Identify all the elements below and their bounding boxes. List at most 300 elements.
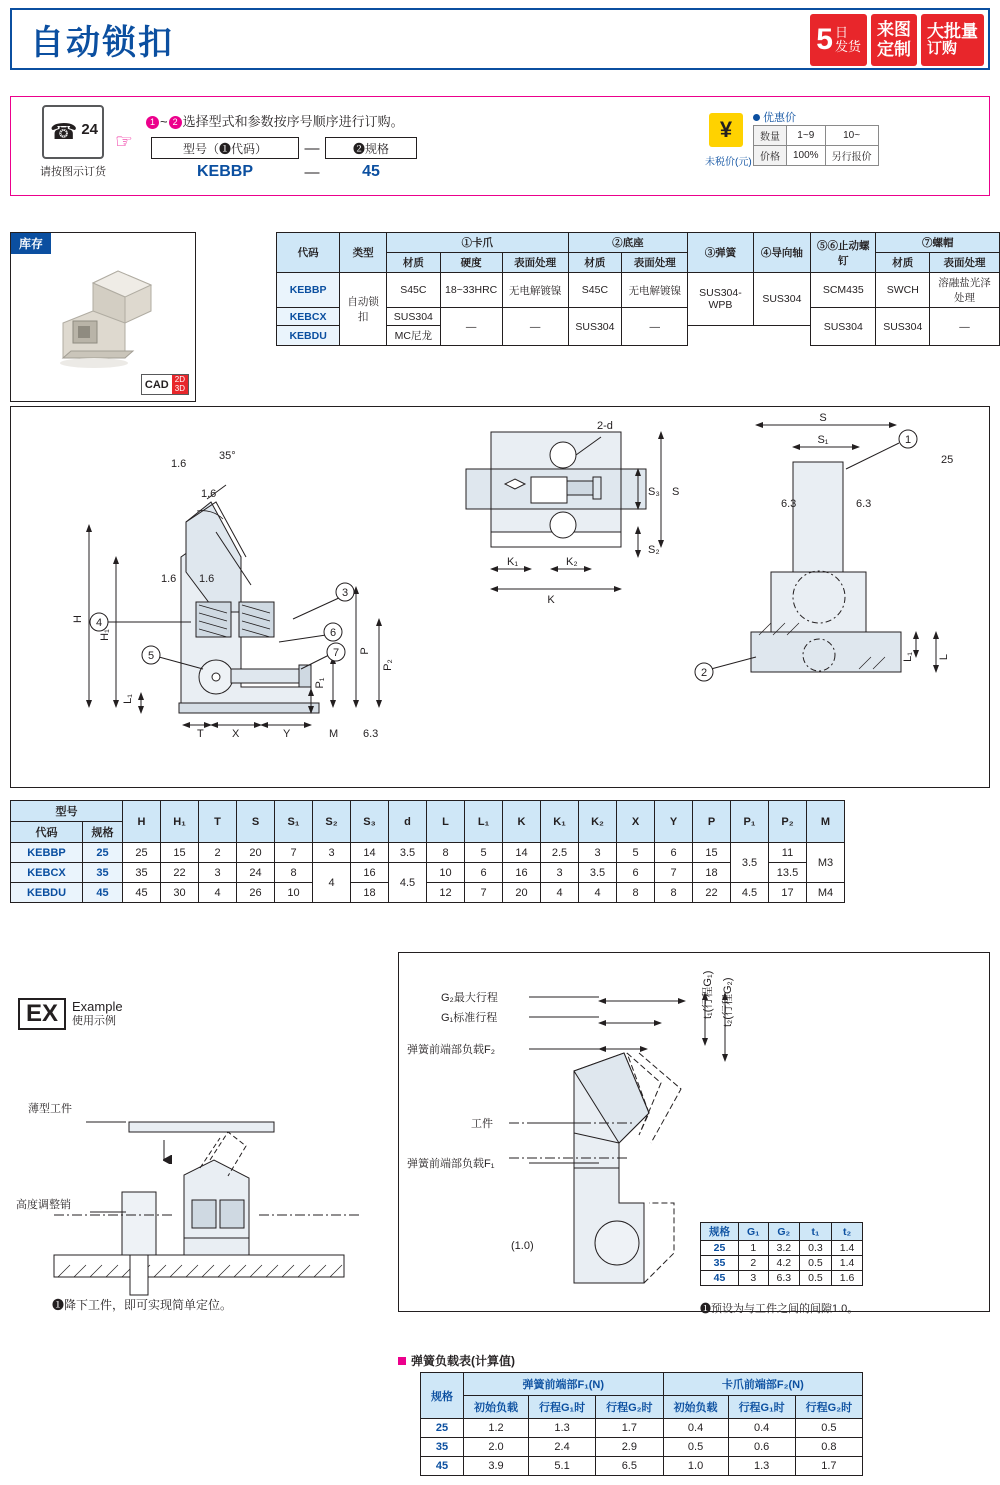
order-code-row: [151, 137, 417, 159]
price-qty-c1: 1~9: [787, 126, 826, 146]
svg-text:1.6: 1.6: [201, 488, 217, 500]
svg-text:2-d: 2-d: [597, 420, 613, 432]
dim-r0-L: 8: [427, 843, 465, 863]
header-badges: [810, 14, 984, 66]
model-code-box[interactable]: [151, 137, 299, 159]
mat-spring-val: SUS304-WPB: [688, 273, 753, 326]
gtable-r1-t1: 0.5: [800, 1256, 832, 1271]
mat-sub-2: 表面处理: [502, 253, 568, 273]
mat-r1-c0: SUS304: [387, 308, 441, 326]
dim-r1-Y: 7: [655, 863, 693, 883]
dimension-table-wrap: [10, 800, 845, 903]
dim-th-P: P: [693, 801, 731, 843]
dim-r1-P2: 13.5: [769, 863, 807, 883]
gtable-r1-t2: 1.4: [831, 1256, 863, 1271]
svg-text:M: M: [329, 728, 339, 740]
dim-th-P1: P₁: [731, 801, 769, 843]
order-instruction-text: 1 ~ 2 选择型式和参数按序号顺序进行订购。: [145, 111, 404, 130]
dim-r1-K1: 3: [541, 863, 579, 883]
load-r1-v4: 0.6: [728, 1438, 795, 1457]
dim-spec-0: 25: [83, 843, 123, 863]
cad-label: CAD: [144, 378, 169, 391]
svg-text:1.6: 1.6: [171, 458, 187, 470]
load-sub-4: 行程G₁时: [728, 1396, 795, 1419]
mat-type: 自动锁扣: [340, 273, 387, 346]
mat-code-2: KEBDU: [277, 326, 340, 346]
mat-th-setscrew: [811, 233, 876, 273]
material-table-wrap: [276, 232, 1000, 346]
svg-text:2: 2: [700, 667, 708, 679]
dim-r0-K2: 3: [579, 843, 617, 863]
stroke-diagram-box: [398, 952, 990, 1312]
dim-r2-H1: 30: [161, 883, 199, 903]
example-caption: ❶降下工件，即可实现简单定位。: [52, 1298, 233, 1312]
dim-r2-M: M4: [807, 883, 845, 903]
dim-code-1: KEBCX: [11, 863, 83, 883]
dim-r0-X: 5: [617, 843, 655, 863]
load-sub-3: 初始负载: [663, 1396, 728, 1419]
mat-sub-9: 表面处理: [930, 253, 1000, 273]
dim-th-K2: K₂: [579, 801, 617, 843]
model-code-label: 型号（❶代码）: [182, 141, 267, 156]
mat-r1-c9: —: [930, 308, 1000, 346]
dim-r0-Y: 6: [655, 843, 693, 863]
dim-r0-P1: 3.5: [731, 843, 769, 883]
dim-r2-P2: 17: [769, 883, 807, 903]
pointing-hand-icon: ☞: [115, 131, 133, 153]
dim-r0-S: 20: [237, 843, 275, 863]
gtable-header-row: [701, 1223, 863, 1241]
dim-th-Y: Y: [655, 801, 693, 843]
badge-custom-drawing: [871, 14, 917, 66]
load-r2-v5: 1.7: [795, 1457, 862, 1476]
gtable-spec-2: 45: [701, 1271, 739, 1286]
ex-label-workpiece: 薄型工件: [28, 1103, 72, 1115]
ex-label-pin: 高度调整销: [16, 1199, 71, 1211]
mat-th-shaft: [753, 233, 811, 273]
dim-r0-H: 25: [123, 843, 161, 863]
mat-th-shaft-text: ④导向轴: [760, 247, 803, 259]
dim-r0-T: 2: [199, 843, 237, 863]
load-r1-v5: 0.8: [795, 1438, 862, 1457]
cad-3d: 3D: [174, 383, 185, 393]
badge-ship-5day: [810, 14, 867, 66]
dim-th-L1: L₁: [465, 801, 503, 843]
dim-r0-L1: 5: [465, 843, 503, 863]
dim-th-P2: P₂: [769, 801, 807, 843]
drawing-svg: [11, 407, 989, 787]
svg-text:1.6: 1.6: [199, 573, 215, 585]
dim-r2-S1: 10: [275, 883, 313, 903]
svg-text:7: 7: [332, 647, 340, 659]
material-group-header-row: [277, 233, 1000, 253]
diag-label-work: 工件: [471, 1118, 493, 1130]
cad-dimensions-label: [172, 375, 188, 394]
dim-th-S1: S₁: [275, 801, 313, 843]
svg-text:L: L: [938, 653, 950, 661]
load-r0-v0: 1.2: [464, 1419, 529, 1438]
dim-spec-1: 35: [83, 863, 123, 883]
mat-r0-c4: 无电解镀镍: [622, 273, 688, 308]
gtable-row-45: [701, 1271, 863, 1286]
load-spec-2: 45: [421, 1457, 464, 1476]
dim-th-S3: S₃: [351, 801, 389, 843]
load-r2-v2: 6.5: [596, 1457, 663, 1476]
load-r2-v3: 1.0: [663, 1457, 728, 1476]
dim-th-H: H: [123, 801, 161, 843]
load-r0-v4: 0.4: [728, 1419, 795, 1438]
mat-r1-c2: —: [502, 308, 568, 346]
material-row-kebbp: [277, 273, 1000, 308]
svg-text:1: 1: [904, 434, 912, 446]
product-photo: [33, 263, 183, 373]
dim-th-model: 型号: [11, 801, 123, 822]
code-value-dash: —: [304, 163, 320, 181]
mat-r0-c3: S45C: [568, 273, 622, 308]
gtable-r1-g1: 2: [739, 1256, 769, 1271]
dim-th-spec: 规格: [83, 822, 123, 843]
svg-text:6.3: 6.3: [781, 498, 797, 510]
model-code-value: KEBBP: [196, 163, 253, 180]
spec-code-label: ❷规格: [352, 141, 389, 156]
badge-bulk-order: [921, 14, 984, 66]
mat-code-0: KEBBP: [277, 273, 340, 308]
svg-text:6.3: 6.3: [363, 728, 379, 740]
svg-text:H: H: [72, 615, 84, 623]
dim-th-S: S: [237, 801, 275, 843]
dim-th-d: d: [389, 801, 427, 843]
price-row-price: [754, 146, 879, 166]
bullet-dot-icon: [753, 114, 760, 121]
svg-text:5: 5: [147, 650, 155, 662]
gtable-r0-g2: 3.2: [768, 1241, 800, 1256]
dim-r2-L1: 7: [465, 883, 503, 903]
badge-custom-line1: 来图: [877, 20, 911, 40]
spec-code-box[interactable]: [325, 137, 417, 159]
dim-r1-d: 4.5: [389, 863, 427, 903]
diag-label-g1: G₁标准行程: [441, 1012, 498, 1024]
dim-r2-H: 45: [123, 883, 161, 903]
gtable-spec-1: 35: [701, 1256, 739, 1271]
load-r1-v0: 2.0: [464, 1438, 529, 1457]
diag-label-f1: 弹簧前端部负载F₁: [407, 1158, 495, 1170]
dim-code-0: KEBBP: [11, 843, 83, 863]
dim-r2-Y: 8: [655, 883, 693, 903]
badge-bulk-line1: 大批量: [927, 22, 978, 42]
gtable-th-g2: G₂: [768, 1223, 800, 1241]
diag-label-f2: 弹簧前端部负载F₂: [407, 1044, 495, 1056]
square-bullet-icon: [398, 1357, 406, 1365]
price-qty-c2: 10~: [825, 126, 878, 146]
dimension-table: [10, 800, 845, 903]
example-english-label: Example: [72, 999, 123, 1015]
load-header-row-2: [421, 1396, 863, 1419]
gtable-row-25: [701, 1241, 863, 1256]
mat-sub-8: 材质: [876, 253, 930, 273]
cad-2d: 2D: [174, 375, 185, 385]
dim-r0-K1: 2.5: [541, 843, 579, 863]
load-sub-5: 行程G₂时: [795, 1396, 862, 1419]
mat-sub-4: 表面处理: [622, 253, 688, 273]
diag-label-t1: t₁(行程G₁): [702, 970, 714, 1019]
svg-text:K: K: [547, 594, 555, 606]
dim-r0-S1: 7: [275, 843, 313, 863]
mat-r0-c9: 溶融盐光泽处理: [930, 273, 1000, 308]
svg-text:H₁: H₁: [99, 629, 111, 641]
dim-r2-K2: 4: [579, 883, 617, 903]
svg-text:3: 3: [341, 587, 349, 599]
dim-row-45: [11, 883, 845, 903]
mat-th-base: ②底座: [568, 233, 688, 253]
dim-r1-P: 18: [693, 863, 731, 883]
load-r0-v1: 1.3: [529, 1419, 596, 1438]
code-dash: —: [304, 139, 320, 157]
mat-shaft-val: SUS304: [753, 273, 811, 326]
price-note: 未税价(元): [705, 157, 752, 168]
price-price-label: 价格: [754, 146, 787, 166]
gtable-r2-g1: 3: [739, 1271, 769, 1286]
dim-th-code: 代码: [11, 822, 83, 843]
stock-tag: 库存: [11, 233, 51, 254]
gtable-r0-g1: 1: [739, 1241, 769, 1256]
stock-photo-box: [10, 232, 196, 402]
load-row-35: [421, 1438, 863, 1457]
dim-r0-M: M3: [807, 843, 845, 883]
example-drawing: [14, 1060, 384, 1310]
dim-row-35: [11, 863, 845, 883]
order-phone-icon-block: [27, 105, 119, 187]
svg-text:P₁: P₁: [314, 677, 326, 689]
price-block: [705, 107, 979, 187]
dim-th-K1: K₁: [541, 801, 579, 843]
order-instruction-bar: [10, 96, 990, 196]
load-r2-v1: 5.1: [529, 1457, 596, 1476]
badge-5day-number: 5: [816, 23, 833, 57]
dim-r2-S3: 18: [351, 883, 389, 903]
dim-th-L: L: [427, 801, 465, 843]
mat-sub-1: 硬度: [440, 253, 502, 273]
dim-r2-L: 12: [427, 883, 465, 903]
svg-text:P₂: P₂: [382, 659, 394, 671]
mat-th-claw: ①卡爪: [387, 233, 569, 253]
gtable-spec-0: 25: [701, 1241, 739, 1256]
dim-r1-S: 24: [237, 863, 275, 883]
mat-r1-c8: SUS304: [876, 308, 930, 346]
gtable-r2-t2: 1.6: [831, 1271, 863, 1286]
spec-code-value: 45: [362, 163, 380, 180]
dim-r1-X: 6: [617, 863, 655, 883]
load-spec-1: 35: [421, 1438, 464, 1457]
svg-text:4: 4: [95, 617, 103, 629]
dim-r0-H1: 15: [161, 843, 199, 863]
badge-5day-line1: 日: [834, 24, 848, 40]
dim-header-row-1: [11, 801, 845, 822]
stroke-diagram: [399, 953, 989, 1311]
mat-r0-c0: S45C: [387, 273, 441, 308]
spring-load-table: [420, 1372, 863, 1476]
load-r1-v1: 2.4: [529, 1438, 596, 1457]
load-r0-v2: 1.7: [596, 1419, 663, 1438]
dim-spec-2: 45: [83, 883, 123, 903]
dim-r1-L: 10: [427, 863, 465, 883]
price-table: [753, 125, 879, 166]
dim-r0-S2: 3: [313, 843, 351, 863]
load-r0-v5: 0.5: [795, 1419, 862, 1438]
example-badge-text: [72, 999, 123, 1028]
load-table-title-text: 弹簧负载表(计算值): [411, 1354, 515, 1368]
price-price-c1: 100%: [787, 146, 826, 166]
load-th-spec: 规格: [421, 1373, 464, 1419]
mat-r1-c3: SUS304: [568, 308, 622, 346]
dim-r2-S: 26: [237, 883, 275, 903]
mat-r2-c0: MC尼龙: [387, 326, 441, 346]
order-instruction-label: 选择型式和参数按序号顺序进行订购。: [182, 114, 404, 129]
gtable-row-35: [701, 1256, 863, 1271]
load-r1-v3: 0.5: [663, 1438, 728, 1457]
mat-r0-c2: 无电解镀镍: [502, 273, 568, 308]
gtable-r0-t1: 0.3: [800, 1241, 832, 1256]
dim-r1-S1: 8: [275, 863, 313, 883]
gtable-th-t1: t₁: [800, 1223, 832, 1241]
svg-text:35°: 35°: [219, 450, 236, 462]
load-spec-0: 25: [421, 1419, 464, 1438]
svg-text:L₁: L₁: [902, 652, 914, 662]
svg-text:K₁: K₁: [507, 556, 519, 568]
dim-r1-H: 35: [123, 863, 161, 883]
dim-code-2: KEBDU: [11, 883, 83, 903]
price-qty-label: 数量: [754, 126, 787, 146]
price-title: [753, 109, 796, 125]
dim-r1-K2: 3.5: [579, 863, 617, 883]
phone-24h-label: 24: [81, 121, 98, 138]
load-r0-v3: 0.4: [663, 1419, 728, 1438]
mat-sub-0: 材质: [387, 253, 441, 273]
dim-r2-K: 20: [503, 883, 541, 903]
phone-icon: ☎ 24: [42, 105, 104, 159]
dim-r0-S3: 14: [351, 843, 389, 863]
mat-r1-c4: —: [622, 308, 688, 346]
mat-sub-3: 材质: [568, 253, 622, 273]
svg-text:K₂: K₂: [566, 556, 578, 568]
gtable-th-g1: G₁: [739, 1223, 769, 1241]
load-sub-1: 行程G₁时: [529, 1396, 596, 1419]
dim-th-H1: H₁: [161, 801, 199, 843]
mat-r0-c7: SCM435: [811, 273, 876, 308]
dim-r0-K: 14: [503, 843, 541, 863]
price-row-qty: [754, 126, 879, 146]
mat-r0-c1: 18~33HRC: [440, 273, 502, 308]
material-table: [276, 232, 1000, 346]
diag-label-g2: G₂最大行程: [441, 992, 498, 1004]
load-row-25: [421, 1419, 863, 1438]
load-r2-v4: 1.3: [728, 1457, 795, 1476]
dim-r0-P2: 11: [769, 843, 807, 863]
order-code-values: [151, 163, 417, 181]
gtable-r2-g2: 6.3: [768, 1271, 800, 1286]
step-1-badge: 1: [146, 116, 159, 129]
svg-text:S₃: S₃: [648, 486, 660, 498]
dim-r2-P1: 4.5: [731, 883, 769, 903]
example-cn-label: 使用示例: [72, 1015, 117, 1027]
svg-text:X: X: [232, 728, 240, 740]
dim-th-M: M: [807, 801, 845, 843]
dim-th-S2: S₂: [313, 801, 351, 843]
stroke-table: [700, 1222, 863, 1286]
phone-caption: 请按图示订货: [40, 166, 106, 178]
mat-r1-c1: —: [440, 308, 502, 346]
price-title-text: 优惠价: [763, 112, 796, 124]
load-sub-0: 初始负载: [464, 1396, 529, 1419]
mat-code-1: KEBCX: [277, 308, 340, 326]
svg-text:S₂: S₂: [648, 544, 660, 556]
svg-text:S: S: [672, 486, 680, 498]
badge-custom-line2: 定制: [877, 40, 911, 59]
load-th-group1: 弹簧前端部F₁(N): [464, 1373, 664, 1396]
dim-r2-T: 4: [199, 883, 237, 903]
cad-badge[interactable]: [141, 374, 189, 395]
mat-th-setscrew-text: ⑤⑥止动螺钉: [817, 239, 870, 267]
price-price-c2: 另行报价: [825, 146, 878, 166]
svg-text:25: 25: [941, 454, 954, 466]
mat-r1-c7: SUS304: [811, 308, 876, 346]
dim-row-25: [11, 843, 845, 863]
mat-th-type: 类型: [340, 233, 387, 273]
gtable-th-spec: 规格: [701, 1223, 739, 1241]
load-sub-2: 行程G₂时: [596, 1396, 663, 1419]
diag-label-gap: (1.0): [511, 1240, 534, 1252]
page-header: [10, 8, 990, 70]
svg-text:6.3: 6.3: [856, 498, 872, 510]
mat-th-spring: [688, 233, 753, 273]
dim-r1-H1: 22: [161, 863, 199, 883]
dim-r0-d: 3.5: [389, 843, 427, 863]
yen-icon: ¥: [709, 113, 743, 147]
badge-bulk-line2: 订购: [927, 40, 958, 58]
load-row-45: [421, 1457, 863, 1476]
technical-drawing-area: [10, 406, 990, 788]
page-title: 自动锁扣: [30, 23, 174, 62]
dim-r2-X: 8: [617, 883, 655, 903]
example-badge: [18, 998, 123, 1030]
dim-r1-K: 16: [503, 863, 541, 883]
mat-th-spring-text: ③弹簧: [704, 247, 737, 259]
load-table-title: [398, 1352, 515, 1369]
svg-text:S: S: [819, 412, 827, 424]
dim-r1-S3: 16: [351, 863, 389, 883]
gtable-r1-g2: 4.2: [768, 1256, 800, 1271]
svg-text:1.6: 1.6: [161, 573, 177, 585]
dim-r2-P: 22: [693, 883, 731, 903]
load-th-group2: 卡爪前端部F₂(N): [663, 1373, 863, 1396]
load-r1-v2: 2.9: [596, 1438, 663, 1457]
load-r2-v0: 3.9: [464, 1457, 529, 1476]
mat-r0-c8: SWCH: [876, 273, 930, 308]
dim-th-X: X: [617, 801, 655, 843]
svg-text:P: P: [359, 647, 371, 655]
gtable-r0-t2: 1.4: [831, 1241, 863, 1256]
svg-text:6: 6: [329, 627, 337, 639]
mat-th-code: 代码: [277, 233, 340, 273]
svg-text:Y: Y: [283, 728, 291, 740]
dim-r1-T: 3: [199, 863, 237, 883]
gtable-r2-t1: 0.5: [800, 1271, 832, 1286]
dim-r2-K1: 4: [541, 883, 579, 903]
dim-r1-L1: 6: [465, 863, 503, 883]
svg-text:S₁: S₁: [817, 434, 829, 446]
stroke-table-note: ❶预设为与工件之间的间隙1.0。: [700, 1303, 859, 1315]
dim-th-K: K: [503, 801, 541, 843]
badge-5day-line2: 发货: [834, 39, 861, 54]
